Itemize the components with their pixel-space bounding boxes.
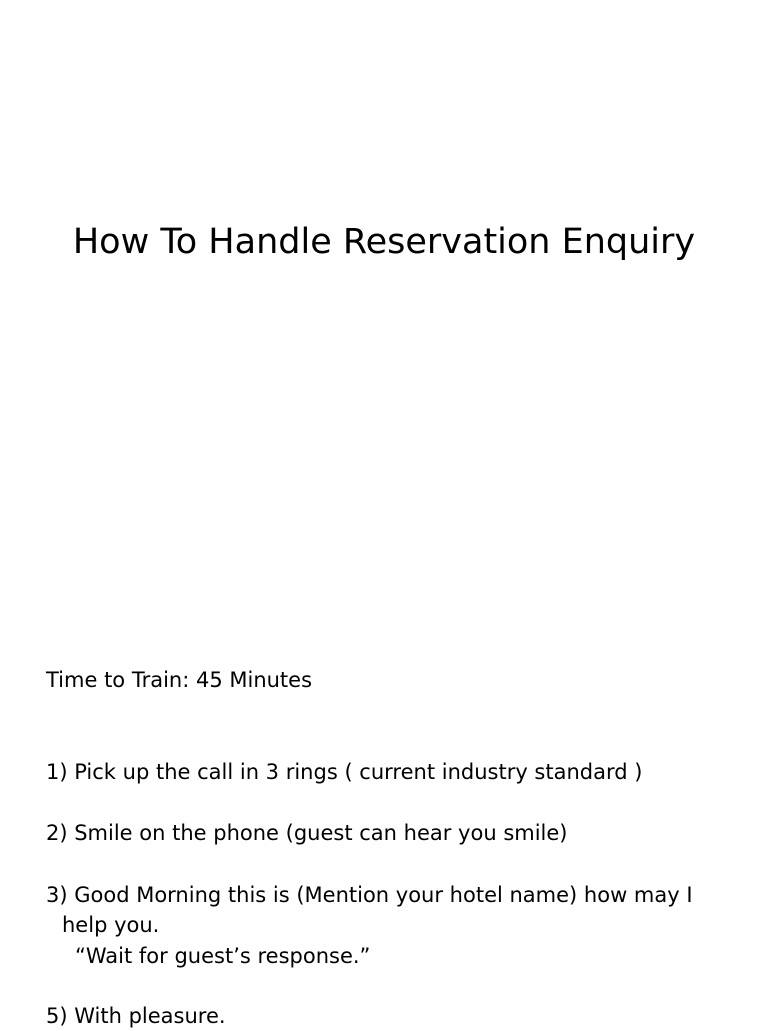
step-5: 5) With pleasure. [46,1004,226,1028]
step-3-line-1: 3) Good Morning this is (Mention your hotel name) how may I [46,883,693,907]
step-3-line-3: “Wait for guest’s response.” [75,944,371,968]
step-2: 2) Smile on the phone (guest can hear you smile) [46,821,568,845]
time-to-train: Time to Train: 45 Minutes [46,668,313,692]
step-3-line-2: help you. [62,913,160,937]
slide-title: How To Handle Reservation Enquiry [72,222,696,262]
step-1: 1) Pick up the call in 3 rings ( current industry standard ) [46,760,643,784]
